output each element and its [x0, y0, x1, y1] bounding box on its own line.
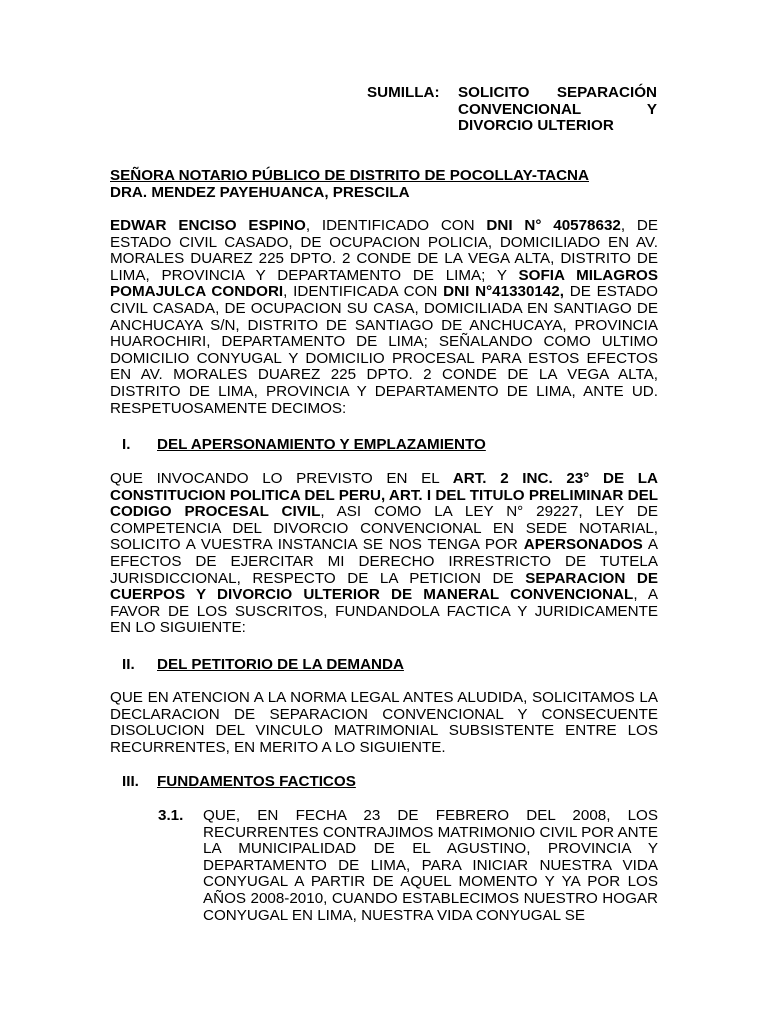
fact-item-number: 3.1.: [158, 807, 184, 824]
intro-text-3: , IDENTIFICADA CON: [283, 283, 444, 301]
section-3-heading: [110, 774, 658, 791]
section-1-text-3: A EFECTOS DE EJERCITAR MI DERECHO IRRESTRICTO DE TUTELA JURISDICCIONAL, RESPECTO DE LA PETICION DE: [110, 536, 659, 587]
section-3-number: III.: [122, 773, 139, 790]
addressee-block: [110, 168, 658, 201]
fact-item-text: QUE, EN FECHA 23 DE FEBRERO DEL 2008, LOS RECURRENTES CONTRAJIMOS MATRIMONIO CIVIL POR ANTE LA MUNICIPALIDAD DE EL AGUSTINO, PROVINCIA Y DEPARTAMENTO DE LIMA, PARA INICIAR NUESTRA VIDA CONYUGAL A PARTIR DE AQUEL MOMENTO Y YA POR LOS AÑOS 2008-2010, CUANDO ESTABLECIMOS NUESTRO HOGAR CONYUGAL EN LIMA, NUESTRA VIDA CONYUGAL SE: [203, 807, 658, 924]
section-1-bold-1: ART. 2 INC. 23° DE LA CONSTITUCION POLITICA DEL PERU, ART. I DEL TITULO PRELIMINAR DEL CODIGO PROCESAL CIVIL: [110, 470, 658, 521]
section-2-heading: [110, 657, 658, 674]
intro-paragraph: [110, 218, 658, 417]
section-2-paragraph: QUE EN ATENCION A LA NORMA LEGAL ANTES ALUDIDA, SOLICITAMOS LA DECLARACION DE SEPARACION CONVENCIONAL Y CONSECUENTE DISOLUCION DEL VINCULO MATRIMONIAL SUBSISTENTE ENTRE LOS RECURRENTES, EN MERITO A LO SIGUIENTE.: [110, 689, 658, 756]
section-1-text-4: , A FAVOR DE LOS SUSCRITOS, FUNDANDOLA FACTICA Y JURIDICAMENTE EN LO SIGUIENTE:: [110, 586, 659, 637]
section-1-heading: [110, 437, 658, 454]
section-2-title: DEL PETITORIO DE LA DEMANDA: [157, 656, 404, 673]
party-1-dni: DNI N° 40578632: [486, 217, 621, 234]
addressee-line-2: DRA. MENDEZ PAYEHUANCA, PRESCILA: [110, 183, 410, 201]
section-1-text-2: , ASI COMO LA LEY N° 29227, LEY DE COMPETENCIA DEL DIVORCIO CONVENCIONAL EN SEDE NOTARIAL, SOLICITO A VUESTRA INSTANCIA SE NOS TENGA POR: [110, 503, 658, 554]
party-2-name: SOFIA MILAGROS POMAJULCA CONDORI: [110, 266, 658, 301]
intro-text-2: , DE ESTADO CIVIL CASADO, DE OCUPACION POLICIA, DOMICILIADO EN AV. MORALES DUAREZ 225 DPTO. 2 CONDE DE LA VEGA ALTA, DISTRITO DE LIMA, PROVINCIA Y DEPARTAMENTO DE LIMA; Y: [110, 217, 658, 284]
sumilla-block: [367, 85, 657, 135]
sumilla-line-3: DIVORCIO ULTERIOR: [458, 117, 614, 135]
sumilla-line-1: SOLICITO SEPARACIÓN: [458, 84, 657, 101]
section-1-bold-3: SEPARACION DE CUERPOS Y DIVORCIO ULTERIOR DE MANERAL CONVENCIONAL: [110, 569, 658, 604]
fact-item-3-1: [158, 808, 658, 924]
section-1-bold-2: APERSONADOS: [523, 536, 643, 554]
party-1-name: EDWAR ENCISO ESPINO: [110, 217, 306, 234]
section-1-title: DEL APERSONAMIENTO Y EMPLAZAMIENTO: [157, 436, 486, 453]
sumilla-label: SUMILLA:: [367, 84, 440, 101]
sumilla-line-2a: CONVENCIONAL: [458, 100, 582, 118]
addressee-line-1: SEÑORA NOTARIO PÚBLICO DE DISTRITO DE POCOLLAY-TACNA: [110, 167, 589, 184]
section-1-number: I.: [122, 436, 131, 453]
sumilla-line-2b: Y: [646, 100, 657, 118]
section-1-paragraph: [110, 471, 658, 637]
section-1-text-1: QUE INVOCANDO LO PREVISTO EN EL: [110, 470, 453, 487]
section-3-title: FUNDAMENTOS FACTICOS: [157, 773, 356, 790]
section-2-number: II.: [122, 656, 135, 673]
party-2-dni: DNI N°41330142,: [443, 283, 564, 301]
intro-text-4: DE ESTADO CIVIL CASADA, DE OCUPACION SU CASA, DOMICILIADA EN SANTIAGO DE ANCHUCAYA S/N, DISTRITO DE SANTIAGO DE ANCHUCAYA, PROVINCIA HUAROCHIRI, DEPARTAMENTO DE LIMA; SEÑALANDO COMO ULTIMO DOMICILIO CONYUGAL Y DOMICILIO PROCESAL PARA ESTOS EFECTOS EN AV. MORALES DUAREZ 225 DPTO. 2 CONDE DE LA VEGA ALTA, DISTRITO DE LIMA, PROVINCIA Y DEPARTAMENTO DE LIMA, ANTE UD. RESPETUOSAMENTE DECIMOS:: [110, 283, 658, 417]
intro-text-1: , IDENTIFICADO CON: [305, 217, 487, 234]
